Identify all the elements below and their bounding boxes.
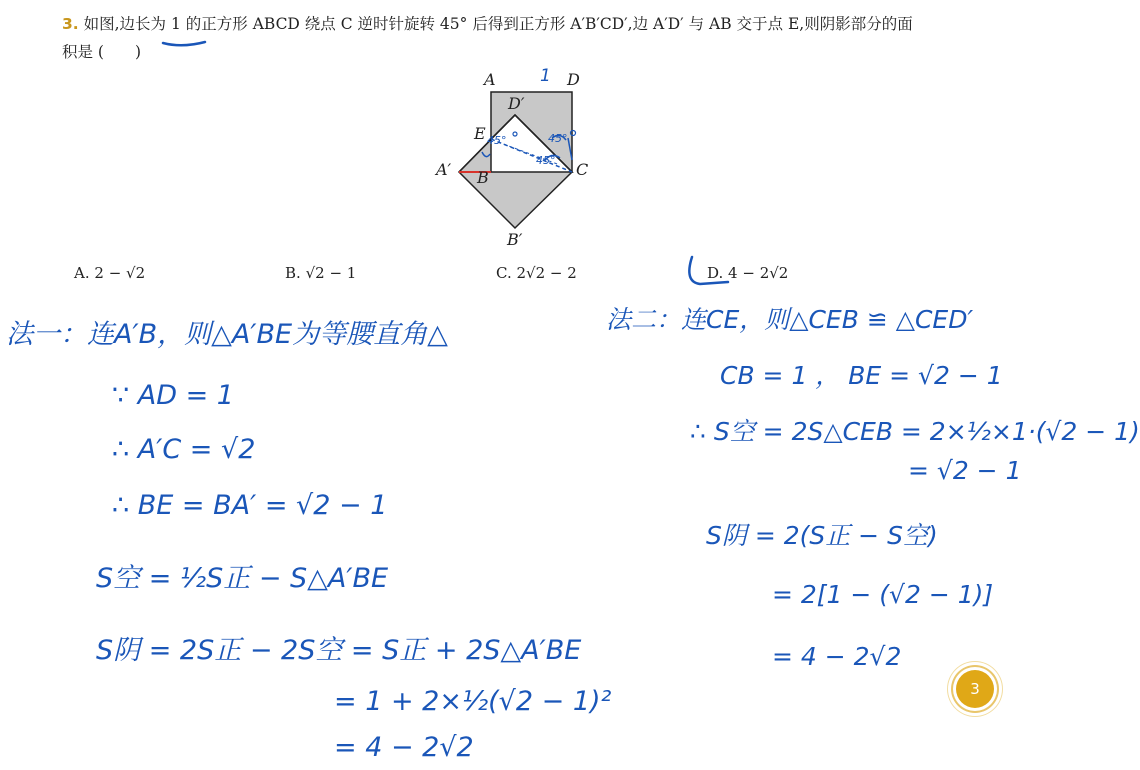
solution1-line-6: = 1 + 2×½(√2 − 1)² — [334, 686, 612, 717]
solution2-heading: 法二：连CE，则△CEB ≌ △CED′ — [606, 305, 974, 334]
label-c: C — [576, 160, 589, 179]
annotation-angle-45-c: 45° — [548, 132, 568, 145]
label-b: B — [477, 168, 489, 187]
option-c[interactable] — [496, 264, 577, 282]
geometry-figure — [420, 64, 640, 254]
solution2-line-3: = √2 − 1 — [908, 456, 1022, 485]
annotation-angle-45-b: 45° — [536, 154, 556, 167]
option-d-text: 4 − 2√2 — [728, 264, 789, 282]
label-a: A — [484, 70, 496, 89]
solution2-line-4: S阴 = 2(S正 − S空) — [706, 521, 938, 550]
question-line-1 — [62, 12, 913, 36]
label-b-prime: B′ — [507, 230, 523, 249]
option-a[interactable] — [74, 264, 145, 282]
annotation-side-one: 1 — [540, 66, 551, 86]
label-d-prime: D′ — [508, 94, 525, 113]
solution1-line-3: ∴ BE = BA′ = √2 − 1 — [112, 490, 388, 521]
question-number: 3. — [62, 15, 79, 33]
question-text-1: 如图,边长为 1 的正方形 ABCD 绕点 C 逆时针旋转 45° 后得到正方形 A′B′CD′,边 A′D′ 与 AB 交于点 E,则阴影部分的面 — [83, 15, 913, 33]
solution2-line-2: ∴ S空 = 2S△CEB = 2×½×1·(√2 − 1) — [690, 417, 1140, 446]
option-b[interactable] — [285, 264, 356, 282]
option-b-letter: B. — [285, 264, 301, 282]
label-e: E — [474, 124, 486, 143]
solution1-line-1: ∵ AD = 1 — [112, 380, 234, 411]
solution1-line-4: S空 = ½S正 − S△A′BE — [96, 563, 389, 594]
checkmark-icon — [682, 252, 732, 292]
solution1-line-5: S阴 = 2S正 − 2S空 = S正 + 2S△A′BE — [96, 635, 582, 666]
handwritten-underline — [160, 34, 210, 48]
solution1-line-2: ∴ A′C = √2 — [112, 434, 256, 465]
solution2-line-5: = 2[1 − (√2 − 1)] — [772, 580, 994, 609]
solution2-line-6: = 4 − 2√2 — [772, 642, 902, 671]
option-c-letter: C. — [496, 264, 512, 282]
option-b-text: √2 − 1 — [305, 264, 357, 282]
option-c-text: 2√2 − 2 — [516, 264, 577, 282]
solution2-line-1: CB = 1 ， BE = √2 − 1 — [720, 361, 1003, 390]
solution1-heading: 法一：连A′B，则△A′BE为等腰直角△ — [6, 319, 448, 350]
label-a-prime: A′ — [436, 160, 452, 179]
option-d-letter: D. — [707, 264, 724, 282]
label-d: D — [567, 70, 580, 89]
page-number-badge: 3 — [956, 670, 994, 708]
option-a-letter: A. — [74, 264, 90, 282]
annotation-angle-45-a: 45° — [487, 134, 507, 147]
solution1-line-7: = 4 − 2√2 — [334, 732, 474, 763]
question-line-2: 积是 ( ) — [62, 43, 142, 61]
option-a-text: 2 − √2 — [94, 264, 146, 282]
